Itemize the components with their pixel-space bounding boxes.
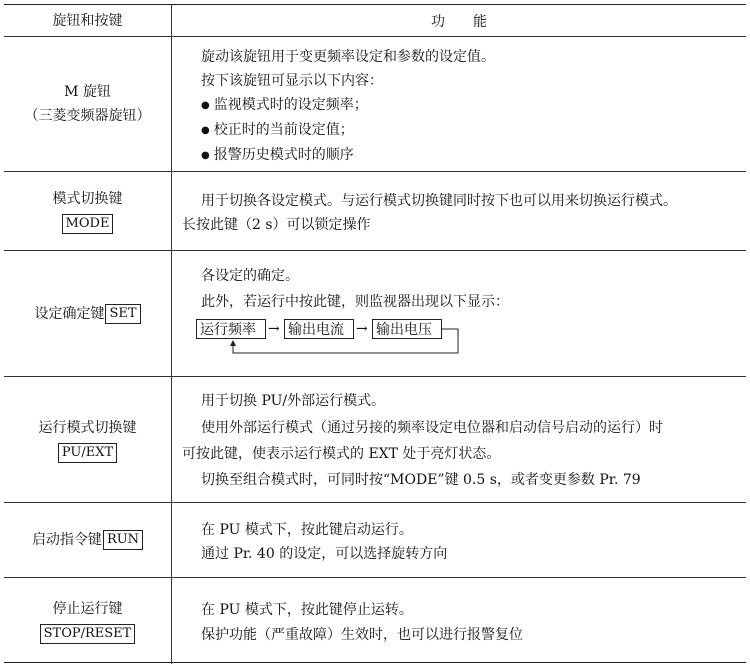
function-table [4,4,746,663]
run-key-box: RUN [103,530,143,550]
desc-line: 长按此键（2 s）可以锁定操作 [182,217,371,233]
key-name: 停止运行键 [52,601,123,617]
desc-line: 此外，若运行中按此键，则监视器出现以下显示： [201,294,509,310]
desc-line: 切换至组合模式时，可同时按“MODE”键 0.5 s，或者变更参数 Pr. 79 [201,472,641,488]
stop-reset-key-box: STOP/RESET [40,624,136,644]
table-header-row [4,5,746,37]
key-name: 模式切换键 [52,191,123,207]
key-name-cell [4,251,171,376]
table-row [4,172,746,251]
key-name: 设定确定键 [34,305,105,322]
flow-box-frequency: 运行频率 [196,319,266,339]
function-cell [172,37,746,171]
flow-return-arrow [196,319,496,369]
function-cell [172,251,746,376]
key-name-note: （三菱变频器旋钮） [24,108,151,124]
header-function-column: 功 能 [431,13,487,30]
key-name-cell [4,377,171,502]
desc-line: 在 PU 模式下，按此键停止运转。 [201,602,413,618]
key-name-cell [4,37,171,171]
header-key-column: 旋钮和按键 [52,12,123,29]
flow-box-voltage: 输出电压 [372,319,442,339]
desc-line: 各设定的确定。 [201,268,299,284]
table-row [4,377,746,503]
desc-line: 旋动该旋钮用于变更频率设定和参数的设定值。 [201,49,495,65]
monitor-flow-diagram [196,319,496,369]
key-name-cell [4,172,171,250]
flow-box-current: 输出电流 [284,319,354,339]
bullet-item: ● 校正时的当前设定值； [201,121,354,141]
desc-line: 在 PU 模式下，按此键启动运行。 [201,522,413,538]
key-name-cell [4,578,171,664]
function-cell [172,172,746,250]
flow-arrow: → [268,321,280,337]
desc-line: 保护功能（严重故障）生效时，也可以进行报警复位 [201,627,523,643]
function-cell [172,377,746,502]
pu-ext-key-box: PU/EXT [58,443,117,463]
bullet-item: ● 报警历史模式时的顺序 [201,146,354,166]
key-name: M 旋钮 [64,84,111,100]
flow-arrow: → [356,321,368,337]
desc-line: 可按此键，使表示运行模式的 EXT 处于亮灯状态。 [182,446,501,462]
function-cell [172,578,746,664]
key-name: 运行模式切换键 [38,419,137,436]
table-row [4,503,746,578]
table-row [4,37,746,172]
desc-line: 用于切换 PU/外部运行模式。 [201,393,386,409]
mode-key-box: MODE [62,214,114,234]
desc-line: 按下该旋钮可显示以下内容： [201,73,383,89]
function-cell [172,503,746,577]
desc-line: 通过 Pr. 40 的设定，可以选择旋转方向 [201,546,448,562]
desc-line: 用于切换各设定模式。与运行模式切换键同时按下也可以用来切换运行模式。 [201,193,677,209]
table-row [4,578,746,664]
table-row [4,251,746,377]
set-key-box: SET [105,304,140,324]
key-name-cell [4,503,171,577]
bullet-item: ● 监视模式时的设定频率； [201,96,368,116]
desc-line: 使用外部运行模式（通过另接的频率设定电位器和启动信号启动的运行）时 [201,420,663,436]
key-name: 启动指令键 [31,532,102,548]
